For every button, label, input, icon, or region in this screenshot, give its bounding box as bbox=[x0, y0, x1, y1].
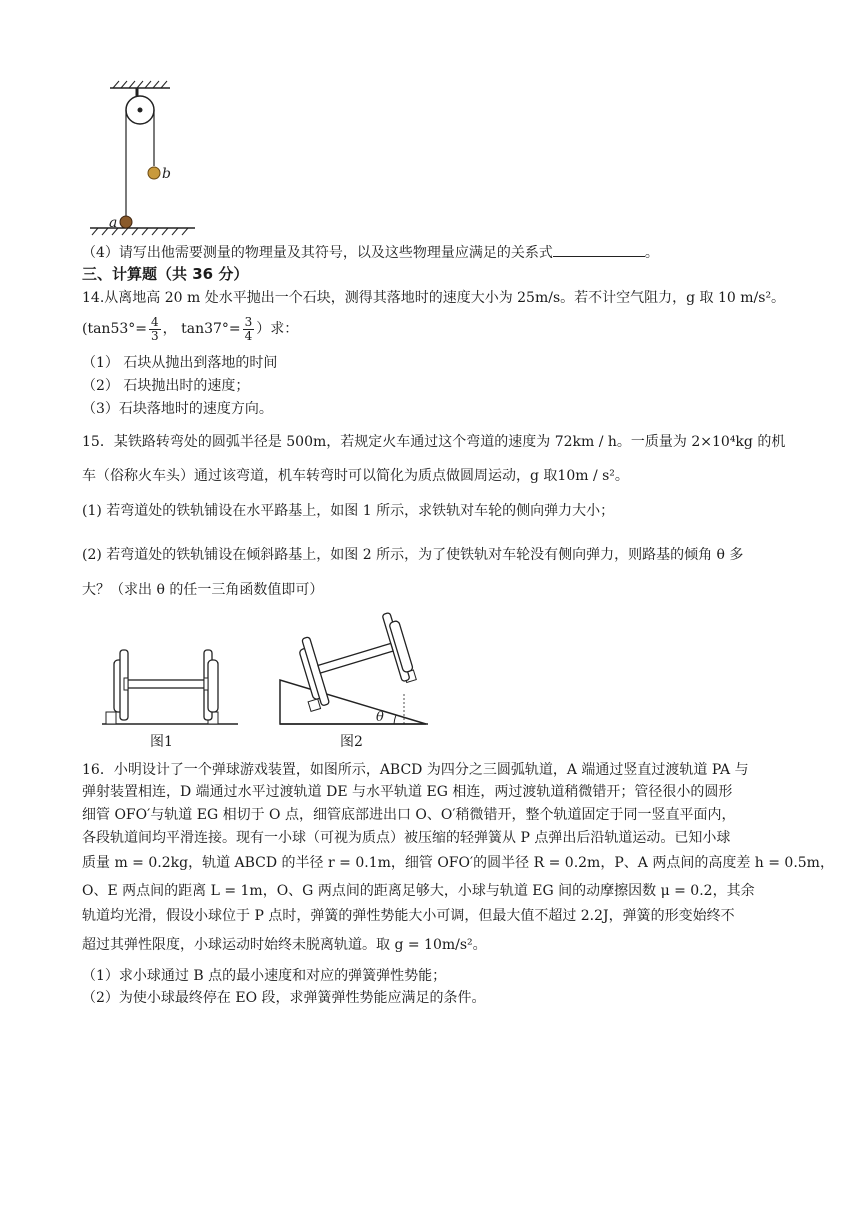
q15-line1: 15．某铁路转弯处的圆弧半径是 500m，若规定火车通过这个弯道的速度为 72km / h。一质量为 2×10⁴kg 的机 bbox=[82, 434, 786, 450]
q14-stem: 14.从离地高 20 m 处水平抛出一个石块，测得其落地时的速度大小为 25m/s。若不计空气阻力，g 取 10 m/s²。 bbox=[82, 290, 786, 306]
q16-part1: （1）求小球通过 B 点的最小速度和对应的弹簧弹性势能； bbox=[82, 968, 447, 984]
q14-part3: （3）石块落地时的速度方向。 bbox=[82, 401, 273, 417]
q13-part4-end: 。 bbox=[644, 245, 659, 261]
label-a: a bbox=[109, 215, 118, 231]
q16-line-3: 细管 OFO′与轨道 EG 相切于 O 点，细管底部进出口 O、O′稍微错开，整个轨道固定于同一竖直平面内， bbox=[82, 807, 736, 823]
q15-part2-line2: 大？（求出 θ 的任一三角函数值即可） bbox=[82, 582, 324, 598]
label-b: b bbox=[162, 166, 171, 182]
fraction-3-4: $\frac{3}{4}$ bbox=[244, 314, 253, 343]
fig1-caption: 图1 bbox=[150, 734, 173, 750]
q13-part4 bbox=[82, 242, 659, 263]
q14-given-suffix: ）求： bbox=[256, 321, 299, 337]
angle-theta: θ bbox=[376, 710, 384, 725]
q15-part2-line1: (2) 若弯道处的铁轨铺设在倾斜路基上，如图 2 所示，为了使铁轨对车轮没有侧向弹力，则路基的倾角 θ 多 bbox=[82, 547, 744, 563]
q16-line-6: O、E 两点间的距离 L = 1m，O、G 两点间的距离足够大，小球与轨道 EG 间的动摩擦因数 μ = 0.2，其余 bbox=[82, 883, 755, 899]
pulley-figure bbox=[80, 78, 210, 238]
q16-line-4: 各段轨道间均平滑连接。现有一小球（可视为质点）被压缩的轻弹簧从 P 点弹出后沿轨道运动。已知小球 bbox=[82, 830, 731, 846]
answer-blank bbox=[553, 242, 645, 257]
q14-given-prefix: (tan53°= bbox=[82, 321, 147, 337]
q16-line-2: 弹射装置相连，D 端通过水平过渡轨道 DE 与水平轨道 EG 相连，两过渡轨道稍微错开；管径很小的圆形 bbox=[82, 784, 733, 800]
q14-part2: （2） 石块抛出时的速度； bbox=[82, 378, 250, 394]
q14-given-mid: ， tan37°= bbox=[162, 321, 241, 337]
fraction-4-3: $\frac{4}{3}$ bbox=[151, 314, 159, 343]
q16-line-7: 轨道均光滑，假设小球位于 P 点时，弹簧的弹性势能大小可调，但最大值不超过 2.2J，弹簧的形变始终不 bbox=[82, 908, 735, 924]
q15-line2: 车（俗称火车头）通过该弯道，机车转弯时可以简化为质点做圆周运动，g 取10m / s²。 bbox=[82, 468, 629, 484]
q16-part2: （2）为使小球最终停在 EO 段，求弹簧弹性势能应满足的条件。 bbox=[82, 990, 486, 1006]
section3-heading: 三、计算题（共 36 分） bbox=[82, 265, 249, 283]
figure-1-level-track bbox=[100, 640, 240, 730]
q16-line-5: 质量 m = 0.2kg，轨道 ABCD 的半径 r = 0.1m，细管 OFO′的圆半径 R = 0.2m，P、A 两点间的高度差 h = 0.5m， bbox=[82, 855, 834, 871]
q14-part1: （1） 石块从抛出到落地的时间 bbox=[82, 355, 278, 371]
fig2-caption: 图2 bbox=[340, 734, 363, 750]
q16-line-1: 16．小明设计了一个弹球游戏装置，如图所示，ABCD 为四分之三圆弧轨道，A 端通过竖直过渡轨道 PA 与 bbox=[82, 762, 749, 778]
q13-part4-text: （4）请写出他需要测量的物理量及其符号，以及这些物理量应满足的关系式 bbox=[82, 245, 553, 261]
q14-given bbox=[82, 314, 298, 344]
q16-line-8: 超过其弹性限度，小球运动时始终未脱离轨道。取 g = 10m/s²。 bbox=[82, 937, 487, 953]
q15-part1: (1) 若弯道处的铁轨铺设在水平路基上，如图 1 所示，求铁轨对车轮的侧向弹力大小； bbox=[82, 503, 615, 519]
figure-2-inclined-track bbox=[276, 612, 434, 730]
